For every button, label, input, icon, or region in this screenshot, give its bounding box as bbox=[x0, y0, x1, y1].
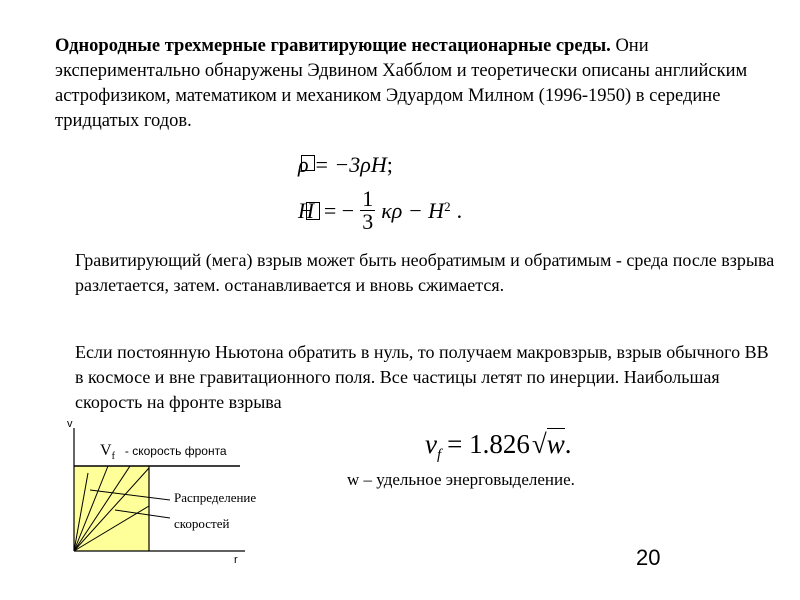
eq1-end: ; bbox=[386, 152, 393, 177]
equation-1 bbox=[298, 152, 393, 178]
eq2-fraction bbox=[360, 188, 375, 233]
slide-heading: Однородные трехмерные гравитирующие нестационарные среды. bbox=[55, 36, 611, 56]
eq3-sub: f bbox=[436, 447, 442, 463]
eq3-end: . bbox=[564, 429, 572, 459]
eq2-sup: 2 bbox=[444, 198, 451, 214]
eq1-rhs: = −3ρH bbox=[314, 152, 387, 177]
eq2-rest: κρ − H bbox=[381, 197, 445, 223]
page-number: 20 bbox=[636, 545, 661, 570]
eq2-lhs: H bbox=[298, 198, 314, 224]
paragraph-2: Если постоянную Ньютона обратить в нуль, то получаем макровзрыв, взрыв обычного ВВ в космосе и вне гравитационного поля. Все частицы летят по инерции. Наибольшая скорость на фронте взрыва bbox=[75, 342, 769, 412]
eq2-denominator: 3 bbox=[362, 209, 374, 234]
equation-2 bbox=[298, 188, 462, 233]
vf-symbol: V bbox=[100, 442, 112, 459]
eq2-eq: = − bbox=[323, 197, 355, 223]
vf-label bbox=[100, 442, 227, 462]
distribution-label-line2: скоростей bbox=[174, 516, 230, 531]
eq1-lhs: ρ bbox=[298, 152, 309, 178]
eq3-rhs: = 1.826 bbox=[447, 429, 530, 459]
intro-text: Они экспериментально обнаружены Эдвином Хабблом и теоретически описаны английским астрофизиком, математиком и механиком Эдуардом Милном (1996-1950) в середине тридцатых годов. bbox=[55, 36, 748, 131]
eq3-lhs: v bbox=[425, 429, 437, 459]
dot-placeholder-icon bbox=[306, 202, 320, 220]
eq2-numerator: 1 bbox=[362, 186, 374, 211]
dot-placeholder-icon bbox=[301, 155, 315, 171]
equation-3 bbox=[425, 428, 572, 463]
r-axis-label: r bbox=[234, 554, 238, 566]
vf-sub: f bbox=[111, 451, 115, 463]
distribution-label-line1: Распределение bbox=[174, 490, 257, 505]
velocity-diagram bbox=[60, 418, 350, 568]
eq3-radicand: w bbox=[546, 429, 565, 459]
w-note: w – удельное энерговыделение. bbox=[347, 470, 575, 489]
sqrt-icon: √ bbox=[531, 429, 547, 459]
vf-description: - скорость фронта bbox=[124, 444, 227, 458]
slide-text-block bbox=[55, 34, 775, 134]
v-axis-label: v bbox=[67, 418, 73, 430]
eq2-end: . bbox=[456, 197, 463, 223]
paragraph-1: Гравитирующий (мега) взрыв может быть необратимым и обратимым - среда после взрыва разлетается, затем. останавливается и вновь сжимается. bbox=[75, 250, 775, 295]
